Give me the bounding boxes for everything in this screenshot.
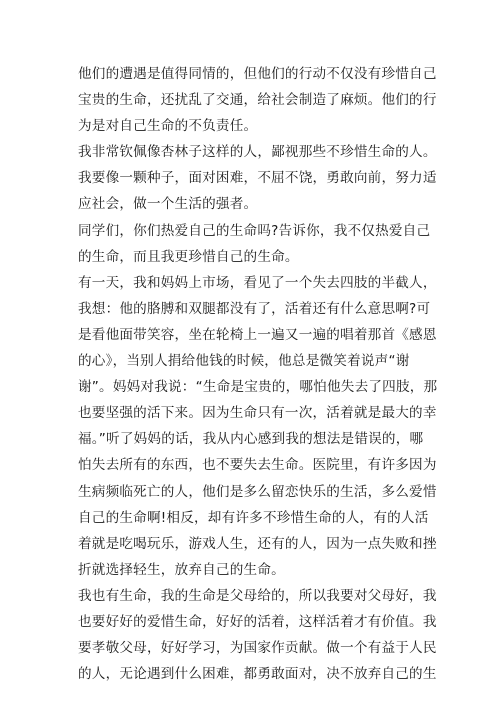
text-line: 是看他面带笑容，坐在轮椅上一遍又一遍的唱着那首《感恩	[78, 326, 437, 343]
text-line: 我想：他的胳膊和双腿都没有了，活着还有什么意思啊?可	[78, 300, 431, 317]
text-line: 谢”。妈妈对我说：“生命是宝贵的，哪怕他失去了四肢，那	[78, 379, 438, 396]
text-line: 着就是吃喝玩乐，游戏人生，还有的人，因为一点失败和挫	[78, 535, 437, 552]
text-line: 怕失去所有的东西，也不要失去生命。医院里，有许多因为	[78, 457, 437, 474]
text-line: 同学们，你们热爱自己的生命吗?告诉你，我不仅热爱自己	[78, 222, 431, 239]
text-line: 应社会，做一个生活的强者。	[78, 196, 258, 213]
text-line: 的生命，而且我更珍惜自己的生命。	[78, 248, 299, 265]
text-line: 也要好好的爱惜生命，好好的活着，这样活着才有价值。我	[78, 613, 437, 630]
text-line: 自己的生命啊!相反，却有许多不珍惜生命的人，有的人活	[78, 509, 429, 526]
text-line: 为是对自己生命的不负责任。	[78, 118, 258, 135]
text-line: 我要像一颗种子，面对困难，不屈不饶，勇敢向前，努力适	[78, 170, 437, 187]
text-line: 的人，无论遇到什么困难，都勇敢面对，决不放弃自己的生	[78, 666, 437, 683]
text-line: 我非常钦佩像杏林子这样的人，鄙视那些不珍惜生命的人。	[78, 144, 437, 161]
text-line: 宝贵的生命，还扰乱了交通，给社会制造了麻烦。他们的行	[78, 92, 437, 109]
body-text	[78, 61, 438, 687]
text-line: 我也有生命，我的生命是父母给的，所以我要对父母好，我	[78, 587, 437, 604]
text-line: 生病频临死亡的人，他们是多么留恋快乐的生活，多么爱惜	[78, 483, 437, 500]
text-line: 有一天，我和妈妈上市场，看见了一个失去四肢的半截人，	[78, 274, 437, 291]
text-line: 要孝敬父母，好好学习，为国家作贡献。做一个有益于人民	[78, 640, 437, 657]
text-line: 福。”听了妈妈的话，我从内心感到我的想法是错误的，哪	[78, 431, 424, 448]
text-line: 折就选择轻生，放弃自己的生命。	[78, 561, 285, 578]
text-line: 的心》，当别人捐给他钱的时候，他总是微笑着说声“谢	[78, 353, 410, 370]
text-line: 也要坚强的活下来。因为生命只有一次，活着就是最大的幸	[78, 405, 437, 422]
text-line: 他们的遭遇是值得同情的，但他们的行动不仅没有珍惜自己	[78, 66, 437, 82]
